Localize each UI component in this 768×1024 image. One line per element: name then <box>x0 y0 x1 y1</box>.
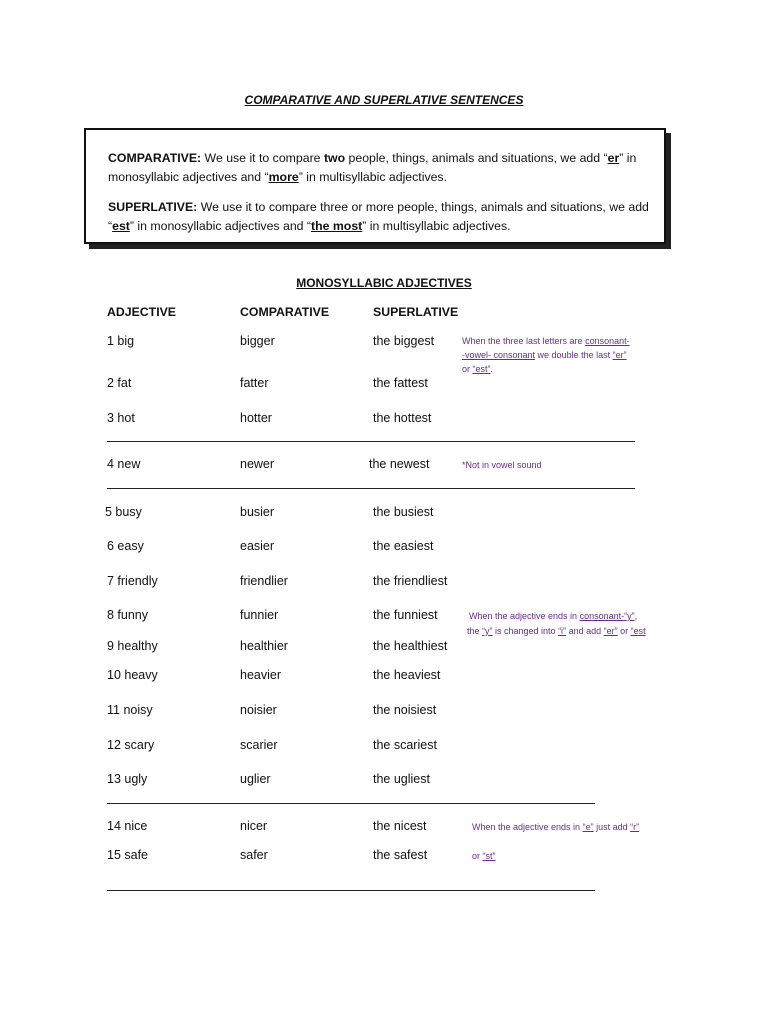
table-row-adjective: 4 new <box>107 457 141 471</box>
definitions-box <box>84 128 666 244</box>
table-row-comparative: newer <box>240 457 275 471</box>
table-row-superlative: the busiest <box>373 505 434 519</box>
note-consonant-y <box>469 611 637 621</box>
superlative-definition <box>108 198 658 236</box>
note-text: just add <box>593 822 631 832</box>
table-row-comparative: safer <box>240 848 268 862</box>
table-row-adjective: 1 big <box>107 334 135 348</box>
def-emphasis: two <box>323 151 346 165</box>
section-title: MONOSYLLABIC ADJECTIVES <box>296 276 472 290</box>
header-comparative: COMPARATIVE <box>240 305 330 319</box>
table-row-adjective: 11 noisy <box>107 703 153 717</box>
note-vowel-sound: *Not in vowel sound <box>462 460 542 470</box>
note-text: When the adjective ends in <box>472 822 583 832</box>
note-text: is changed into <box>492 626 559 636</box>
def-text: ” in monosyllabic adjectives and “ <box>129 219 312 233</box>
def-suffix-er: er <box>607 151 620 165</box>
table-row-adjective: 6 easy <box>107 539 144 553</box>
header-superlative: SUPERLATIVE <box>373 305 459 319</box>
table-row-adjective: 13 ugly <box>107 772 148 786</box>
table-row-comparative: fatter <box>240 376 269 390</box>
note-double-consonant-line3 <box>462 364 493 374</box>
note-keyword: “y” <box>482 626 493 636</box>
note-keyword: “r” <box>630 822 640 832</box>
def-text: We use it to compare <box>201 151 324 165</box>
table-row-superlative: the fattest <box>373 376 428 390</box>
note-keyword: -vowel- consonant <box>462 350 536 360</box>
note-ends-in-e-line2 <box>472 851 496 861</box>
table-row-adjective: 2 fat <box>107 376 132 390</box>
note-consonant-y-line2 <box>467 626 646 636</box>
header-adjective: ADJECTIVE <box>107 305 177 319</box>
table-row-superlative: the ugliest <box>373 772 430 786</box>
table-row-superlative: the noisiest <box>373 703 437 717</box>
note-keyword: “est <box>630 626 646 636</box>
comparative-label: COMPARATIVE: <box>108 151 202 165</box>
note-text: . <box>490 364 494 374</box>
note-keyword: “e” <box>582 822 594 832</box>
table-row-superlative: the safest <box>373 848 428 862</box>
table-row-superlative: the hottest <box>373 411 432 425</box>
table-row-comparative: healthier <box>240 639 288 653</box>
table-row-comparative: uglier <box>240 772 271 786</box>
def-word-more: more <box>268 170 299 184</box>
def-suffix-est: est <box>112 219 130 233</box>
superlative-label: SUPERLATIVE: <box>108 200 198 214</box>
table-row-comparative: busier <box>240 505 275 519</box>
comparative-definition <box>108 149 658 187</box>
table-row-comparative: nicer <box>240 819 268 833</box>
table-row-adjective: 10 heavy <box>107 668 158 682</box>
table-row-comparative: bigger <box>240 334 275 348</box>
table-row-superlative: the funniest <box>373 608 438 622</box>
table-row-comparative: noisier <box>240 703 277 717</box>
table-row-superlative: the friendliest <box>373 574 448 588</box>
note-keyword: “est” <box>472 364 491 374</box>
note-text: When the adjective ends in <box>469 611 580 621</box>
table-row-comparative: funnier <box>240 608 279 622</box>
note-text: we double the last <box>535 350 613 360</box>
note-keyword: “i” <box>558 626 567 636</box>
table-row-adjective: 8 funny <box>107 608 149 622</box>
table-row-adjective: 9 healthy <box>107 639 158 653</box>
table-row-adjective: 15 safe <box>107 848 149 862</box>
note-double-consonant <box>462 336 630 346</box>
note-keyword: “st” <box>482 851 496 861</box>
table-row-comparative: friendlier <box>240 574 288 588</box>
note-text: or <box>617 626 631 636</box>
table-row-adjective: 12 scary <box>107 738 155 752</box>
note-keyword: consonant-“y” <box>579 611 635 621</box>
table-row-superlative: the healthiest <box>373 639 448 653</box>
table-row-comparative: easier <box>240 539 275 553</box>
note-ends-in-e <box>472 822 639 832</box>
note-text: the <box>467 626 483 636</box>
table-row-comparative: scarier <box>240 738 278 752</box>
table-row-superlative: the heaviest <box>373 668 441 682</box>
note-text: When the three last letters are <box>462 336 586 346</box>
page-title: COMPARATIVE AND SUPERLATIVE SENTENCES <box>244 93 524 107</box>
def-text: ” in multisyllabic adjectives. <box>362 219 511 233</box>
note-text: or <box>462 364 473 374</box>
table-row-superlative: the newest <box>369 457 430 471</box>
table-row-adjective: 14 nice <box>107 819 148 833</box>
note-keyword: “er” <box>603 626 618 636</box>
table-row-comparative: heavier <box>240 668 281 682</box>
table-row-superlative: the scariest <box>373 738 437 752</box>
note-text: and add <box>566 626 604 636</box>
table-row-superlative: the biggest <box>373 334 435 348</box>
note-double-consonant-line2 <box>462 350 627 360</box>
divider-line <box>107 890 595 891</box>
divider-line <box>107 488 635 489</box>
divider-line <box>107 441 635 442</box>
def-text: We use it to compare three or more people, things, animals and situations, we add “ <box>108 200 649 233</box>
note-text: , <box>634 611 638 621</box>
def-text: ” in multisyllabic adjectives. <box>298 170 447 184</box>
def-word-the-most: the most <box>311 219 363 233</box>
table-row-adjective: 3 hot <box>107 411 135 425</box>
note-keyword: “er” <box>612 350 627 360</box>
table-row-adjective: 7 friendly <box>107 574 158 588</box>
table-row-comparative: hotter <box>240 411 272 425</box>
table-row-adjective: 5 busy <box>105 505 142 519</box>
note-keyword: consonant- <box>585 336 630 346</box>
table-row-superlative: the nicest <box>373 819 427 833</box>
table-row-superlative: the easiest <box>373 539 434 553</box>
note-text: or <box>472 851 483 861</box>
def-text: people, things, animals and situations, we add “ <box>345 151 608 165</box>
def-text: ” in monosyllabic adjectives and “ <box>108 151 637 184</box>
divider-line <box>107 803 595 804</box>
